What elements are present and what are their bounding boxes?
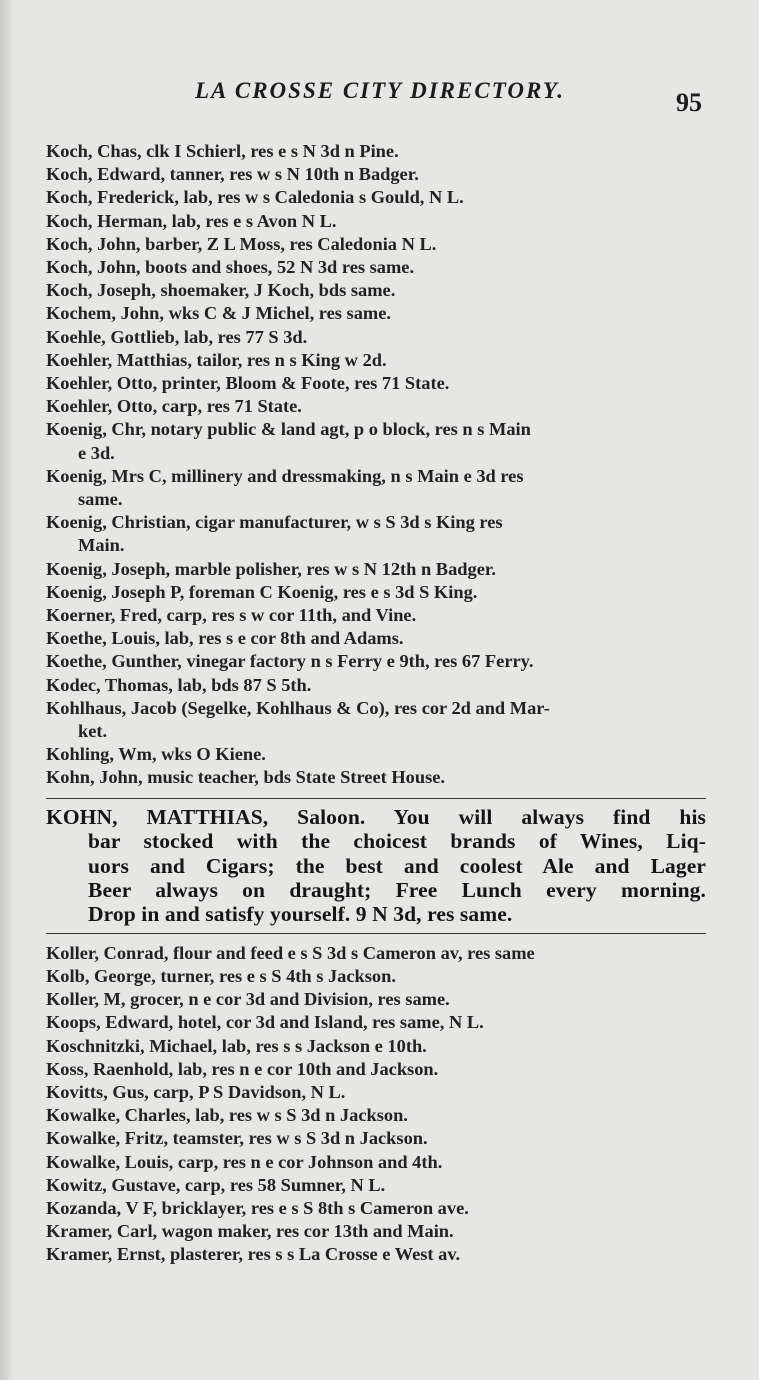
directory-entry bbox=[46, 1011, 706, 1034]
entry-list-bottom bbox=[46, 942, 706, 1267]
directory-entry bbox=[46, 279, 706, 302]
directory-entry bbox=[46, 163, 706, 186]
directory-entry bbox=[46, 1127, 706, 1150]
directory-entry bbox=[46, 1220, 706, 1243]
directory-entry bbox=[46, 372, 706, 395]
entry-line: Kochem, John, wks C & J Michel, res same. bbox=[46, 303, 391, 324]
directory-entry bbox=[46, 650, 706, 673]
ad-line: Beer always on draught; Free Lunch every morning. bbox=[88, 877, 706, 902]
directory-entry bbox=[46, 1174, 706, 1197]
directory-entry bbox=[46, 256, 706, 279]
ad-line: KOHN, MATTHIAS, Saloon. You will always find his bbox=[46, 804, 706, 829]
directory-entry bbox=[46, 418, 706, 464]
directory-entry bbox=[46, 395, 706, 418]
entry-list-top bbox=[46, 140, 706, 790]
entry-continuation: ket. bbox=[78, 721, 108, 742]
entry-line: Koehler, Otto, printer, Bloom & Foote, res 71 State. bbox=[46, 373, 450, 394]
entry-line: Koch, Frederick, lab, res w s Caledonia s Gould, N L. bbox=[46, 187, 464, 208]
directory-entry bbox=[46, 697, 706, 743]
entry-line: Koenig, Joseph P, foreman C Koenig, res e s 3d S King. bbox=[46, 581, 478, 602]
directory-entry bbox=[46, 233, 706, 256]
directory-entries bbox=[46, 140, 706, 1267]
directory-entry bbox=[46, 140, 706, 163]
entry-line: Koller, M, grocer, n e cor 3d and Division, res same. bbox=[46, 989, 450, 1010]
entry-line: Kovitts, Gus, carp, P S Davidson, N L. bbox=[46, 1081, 346, 1102]
page-header bbox=[0, 78, 759, 118]
entry-line: Koss, Raenhold, lab, res n e cor 10th and Jackson. bbox=[46, 1058, 439, 1079]
directory-entry bbox=[46, 326, 706, 349]
directory-entry bbox=[46, 558, 706, 581]
entry-continuation: Main. bbox=[78, 535, 125, 556]
entry-continuation: same. bbox=[78, 489, 123, 510]
directory-entry bbox=[46, 1151, 706, 1174]
ad-text bbox=[46, 805, 706, 927]
entry-line: Koenig, Mrs C, millinery and dressmaking, n s Main e 3d res bbox=[46, 465, 524, 486]
entry-line: Koops, Edward, hotel, cor 3d and Island, res same, N L. bbox=[46, 1012, 484, 1033]
entry-line: Koethe, Gunther, vinegar factory n s Ferry e 9th, res 67 Ferry. bbox=[46, 651, 534, 672]
entry-line: Koerner, Fred, carp, res s w cor 11th, and Vine. bbox=[46, 605, 417, 626]
entry-line: Koch, John, boots and shoes, 52 N 3d res same. bbox=[46, 257, 415, 278]
running-title: LA CROSSE CITY DIRECTORY. bbox=[195, 78, 565, 103]
directory-entry bbox=[46, 743, 706, 766]
entry-line: Koenig, Joseph, marble polisher, res w s N 12th n Badger. bbox=[46, 558, 496, 579]
ad-line: bar stocked with the choicest brands of Wines, Liq- bbox=[88, 829, 706, 854]
entry-line: Koch, Edward, tanner, res w s N 10th n Badger. bbox=[46, 164, 419, 185]
directory-entry bbox=[46, 627, 706, 650]
entry-continuation: e 3d. bbox=[78, 442, 115, 463]
entry-line: Kowalke, Louis, carp, res n e cor Johnson and 4th. bbox=[46, 1151, 443, 1172]
ad-line: uors and Cigars; the best and coolest Ale and Lager bbox=[88, 853, 706, 878]
directory-entry bbox=[46, 604, 706, 627]
directory-entry bbox=[46, 965, 706, 988]
advertisement-kohn-saloon bbox=[46, 798, 706, 934]
directory-entry bbox=[46, 766, 706, 789]
page-edge-shadow bbox=[0, 0, 14, 1380]
directory-entry bbox=[46, 1104, 706, 1127]
entry-line: Kramer, Ernst, plasterer, res s s La Crosse e West av. bbox=[46, 1244, 461, 1265]
directory-entry bbox=[46, 349, 706, 372]
directory-entry bbox=[46, 302, 706, 325]
directory-entry bbox=[46, 210, 706, 233]
entry-line: Koehler, Otto, carp, res 71 State. bbox=[46, 396, 302, 417]
ad-line: Drop in and satisfy yourself. 9 N 3d, res same. bbox=[88, 902, 513, 927]
entry-line: Kozanda, V F, bricklayer, res e s S 8th s Cameron ave. bbox=[46, 1197, 469, 1218]
entry-line: Koenig, Christian, cigar manufacturer, w s S 3d s King res bbox=[46, 512, 503, 533]
directory-entry bbox=[46, 1243, 706, 1266]
entry-line: Kohling, Wm, wks O Kiene. bbox=[46, 744, 266, 765]
page-number: 95 bbox=[676, 88, 702, 117]
entry-line: Koehle, Gottlieb, lab, res 77 S 3d. bbox=[46, 326, 308, 347]
entry-line: Koch, Chas, clk I Schierl, res e s N 3d n Pine. bbox=[46, 141, 399, 161]
directory-entry bbox=[46, 1081, 706, 1104]
entry-line: Kowalke, Charles, lab, res w s S 3d n Jackson. bbox=[46, 1105, 408, 1126]
entry-line: Kolb, George, turner, res e s S 4th s Jackson. bbox=[46, 965, 396, 986]
directory-entry bbox=[46, 674, 706, 697]
directory-entry bbox=[46, 1035, 706, 1058]
directory-entry bbox=[46, 1197, 706, 1220]
directory-entry bbox=[46, 511, 706, 557]
entry-line: Koch, Joseph, shoemaker, J Koch, bds same. bbox=[46, 280, 396, 301]
entry-line: Kodec, Thomas, lab, bds 87 S 5th. bbox=[46, 674, 312, 695]
entry-line: Koethe, Louis, lab, res s e cor 8th and Adams. bbox=[46, 628, 404, 649]
entry-line: Koenig, Chr, notary public & land agt, p o block, res n s Main bbox=[46, 419, 531, 440]
entry-line: Koehler, Matthias, tailor, res n s King w 2d. bbox=[46, 349, 387, 370]
entry-line: Koschnitzki, Michael, lab, res s s Jackson e 10th. bbox=[46, 1035, 427, 1056]
entry-line: Kowitz, Gustave, carp, res 58 Sumner, N L. bbox=[46, 1174, 386, 1195]
entry-line: Koch, Herman, lab, res e s Avon N L. bbox=[46, 210, 337, 231]
directory-entry bbox=[46, 186, 706, 209]
directory-entry bbox=[46, 942, 706, 965]
directory-entry bbox=[46, 465, 706, 511]
directory-entry bbox=[46, 581, 706, 604]
entry-line: Kowalke, Fritz, teamster, res w s S 3d n Jackson. bbox=[46, 1128, 428, 1149]
entry-line: Kohlhaus, Jacob (Segelke, Kohlhaus & Co), res cor 2d and Mar- bbox=[46, 697, 550, 718]
directory-entry bbox=[46, 1058, 706, 1081]
entry-line: Koch, John, barber, Z L Moss, res Caledonia N L. bbox=[46, 233, 437, 254]
entry-line: Koller, Conrad, flour and feed e s S 3d s Cameron av, res same bbox=[46, 942, 535, 963]
entry-line: Kramer, Carl, wagon maker, res cor 13th and Main. bbox=[46, 1221, 454, 1242]
entry-line: Kohn, John, music teacher, bds State Street House. bbox=[46, 767, 445, 788]
directory-entry bbox=[46, 988, 706, 1011]
